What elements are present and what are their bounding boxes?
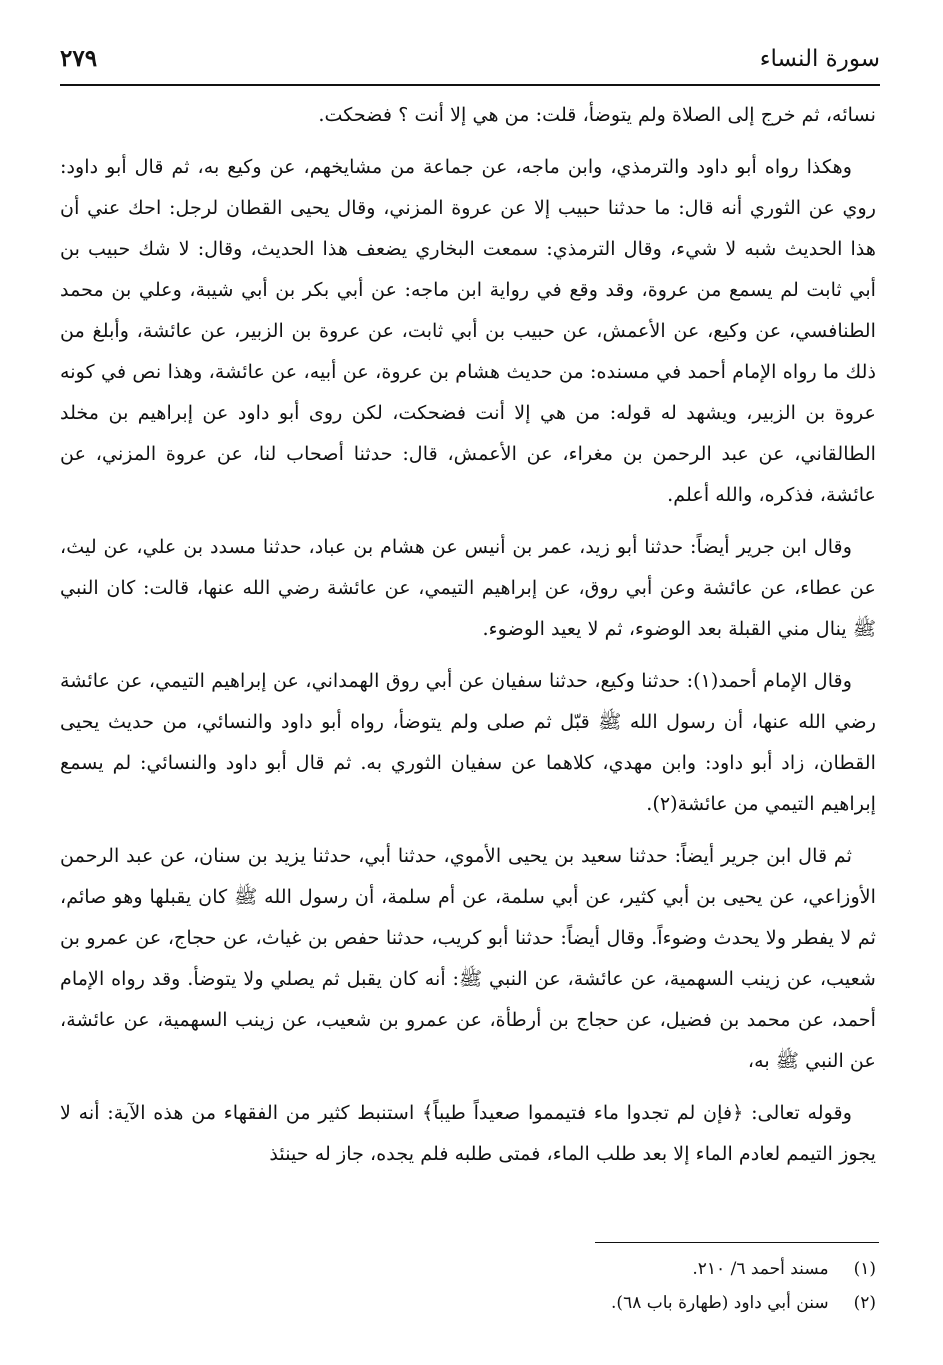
- page-header: [60, 38, 880, 82]
- main-text: [60, 94, 876, 1185]
- paragraph: وقال الإمام أحمد(١): حدثنا وكيع، حدثنا سفيان عن أبي روق الهمداني، عن إبراهيم التيمي، عن عائشة رضي الله عنها، أن رسول الله ﷺ قبّل ثم صلى ولم يتوضأ، رواه أبو داود والنسائي، من حديث يحيى القطان، زاد أبو داود: وابن مهدي، كلاهما عن سفيان الثوري به. ثم قال أبو داود والنسائي: لم يسمع إبراهيم التيمي من عائشة(٢).: [60, 669, 876, 815]
- footnotes: [300, 1252, 876, 1320]
- paragraph: نسائه، ثم خرج إلى الصلاة ولم يتوضأ، قلت: من هي إلا أنت ؟ فضحكت.: [318, 103, 876, 126]
- footnote: [300, 1286, 876, 1320]
- surah-title: سورة النساء: [759, 46, 880, 72]
- paragraph: وقوله تعالى: ﴿فإن لم تجدوا ماء فتيمموا صعيداً طيباً﴾ استنبط كثير من الفقهاء من هذه الآية: أنه لا يجوز التيمم لعادم الماء إلا بعد طلب الماء، فمتى طلبه فلم يجده، جاز له حينئذ: [60, 1101, 876, 1165]
- page-number: ٢٧٩: [60, 45, 98, 72]
- paragraph: ثم قال ابن جرير أيضاً: حدثنا سعيد بن يحيى الأموي، حدثنا أبي، حدثنا يزيد بن سنان، عن عبد الرحمن الأوزاعي، عن يحيى بن أبي كثير، عن أبي سلمة، عن أم سلمة، أن رسول الله ﷺ كان يقبلها وهو صائم، ثم لا يفطر ولا يحدث وضوءاً. وقال أيضاً: حدثنا أبو كريب، حدثنا حفص بن غياث، عن حجاج، عن عمرو بن شعيب، عن زينب السهمية، عن عائشة، عن النبي ﷺ: أنه كان يقبل ثم يصلي ولا يتوضأ. وقد رواه الإمام أحمد، عن محمد بن فضيل، عن حجاج بن أرطأة، عن عمرو بن شعيب، عن زينب السهمية، عن عائشة، عن النبي ﷺ به،: [60, 844, 876, 1072]
- footnote-divider: [595, 1242, 879, 1243]
- paragraph: وقال ابن جرير أيضاً: حدثنا أبو زيد، عمر بن أنيس عن هشام بن عباد، حدثنا مسدد بن علي، عن ليث، عن عطاء، عن عائشة وعن أبي روق، عن إبراهيم التيمي، عن عائشة رضي الله عنها، قالت: كان النبي ﷺ ينال مني القبلة بعد الوضوء، ثم لا يعيد الوضوء.: [60, 535, 876, 640]
- footnote-number: (١): [853, 1259, 876, 1279]
- header-divider: [60, 84, 880, 86]
- footnote-text: مسند أحمد ٦/ ٢١٠.: [692, 1259, 829, 1279]
- footnote-number: (٢): [853, 1293, 876, 1313]
- paragraph: وهكذا رواه أبو داود والترمذي، وابن ماجه، عن جماعة من مشايخهم، عن وكيع به، ثم قال أبو داود: روي عن الثوري أنه قال: ما حدثنا حبيب إلا عن عروة المزني، وقال يحيى القطان لرجل: احك عني أن هذا الحديث شبه لا شيء، وقال الترمذي: سمعت البخاري يضعف هذا الحديث، وقال: لا شك حبيب بن أبي ثابت لم يسمع من عروة، وقد وقع في رواية ابن ماجه: عن أبي بكر بن أبي شيبة، وعلي بن محمد الطنافسي، عن وكيع، عن الأعمش، عن حبيب بن أبي ثابت، عن عروة بن الزبير، عن عائشة، وأبلغ من ذلك ما رواه الإمام أحمد في مسنده: من حديث هشام بن عروة، عن أبيه، عن عائشة، وهذا نص في كونه عروة بن الزبير، ويشهد له قوله: من هي إلا أنت فضحكت، لكن روى أبو داود عن إبراهيم بن مخلد الطالقاني، عن عبد الرحمن بن مغراء، عن الأعمش، قال: حدثنا أصحاب لنا، عن عروة المزني، عن عائشة، فذكره، والله أعلم.: [60, 155, 876, 506]
- footnote: [300, 1252, 876, 1286]
- footnote-text: سنن أبي داود (طهارة باب ٦٨).: [611, 1293, 829, 1313]
